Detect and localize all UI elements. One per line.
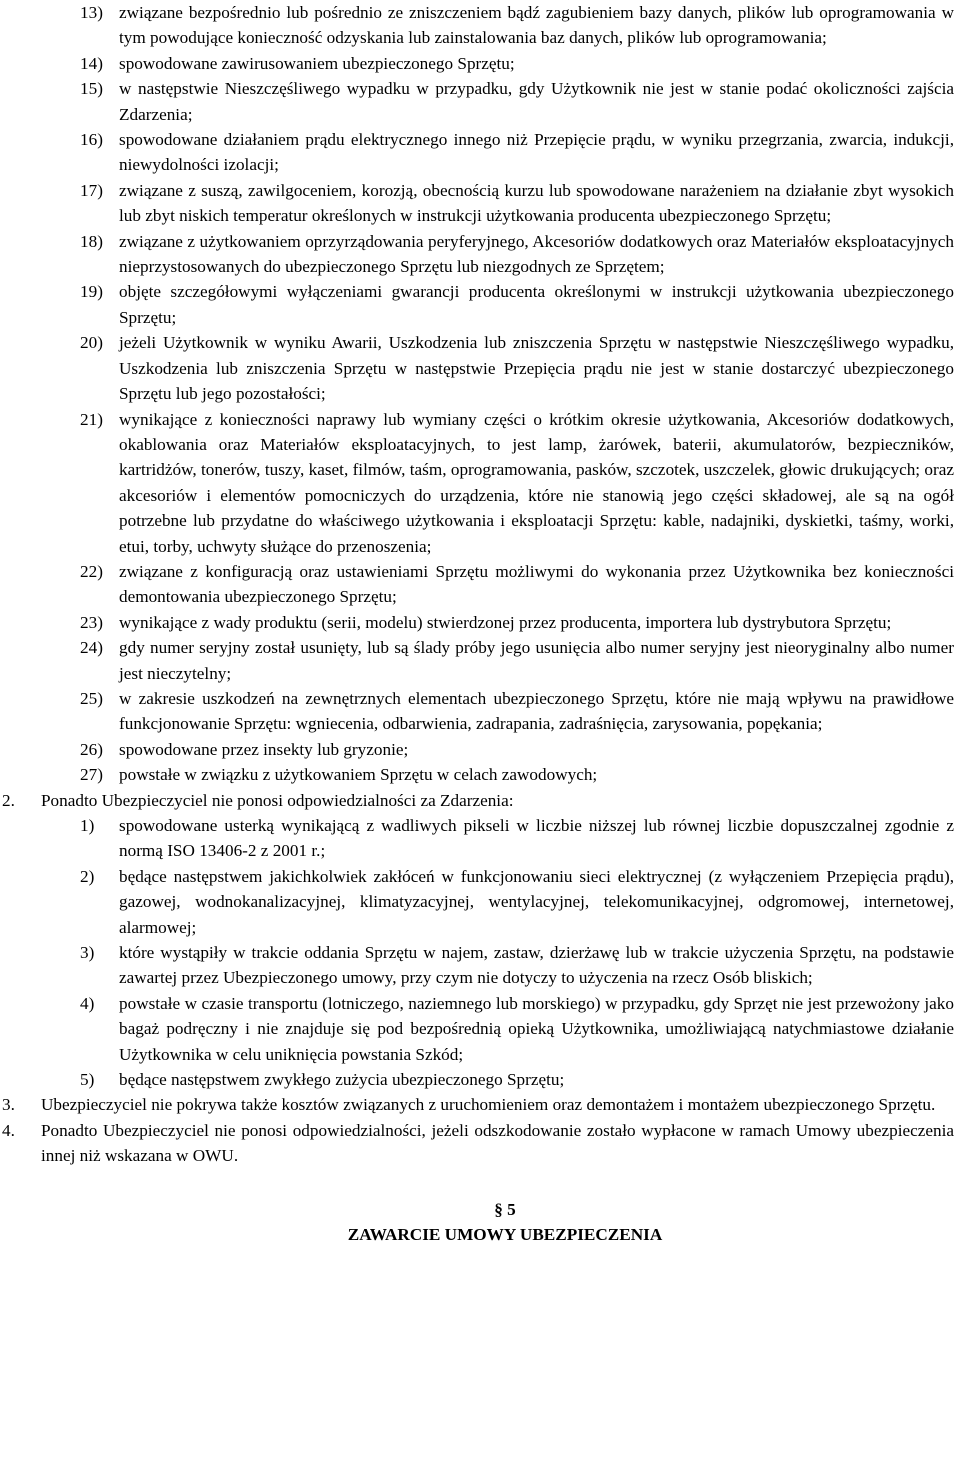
point-2: 2. Ponadto Ubezpieczyciel nie ponosi odpowiedzialności za Zdarzenia: — [2, 790, 514, 810]
list-item: 5) będące następstwem zwykłego zużycia ubezpieczonego Sprzętu; — [80, 1070, 565, 1090]
exclusions-list-b — [0, 813, 960, 1092]
section-title: ZAWARCIE UMOWY UBEZPIECZENIA — [347, 1225, 663, 1245]
list-item: 2) będące następstwem jakichkolwiek zakłóceń w funkcjonowaniu sieci elektrycznej (z wyłączeniem Przepięcia prądu), gazowej, wodnokanalizacyjnej, klimatyzacyjnej, wentylacyjnej, telekomunikacyjnej, odgromowej, internetowej, alarmowej; — [80, 866, 954, 937]
list-item: 16) spowodowane działaniem prądu elektrycznego innego niż Przepięcie prądu, w wyniku przegrzania, zwarcia, indukcji, niewydolności izolacji; — [80, 130, 954, 175]
list-item: 26) spowodowane przez insekty lub gryzonie; — [80, 739, 409, 759]
list-item: 27) powstałe w związku z użytkowaniem Sprzętu w celach zawodowych; — [80, 765, 598, 785]
list-item: 22) związane z konfiguracją oraz ustawieniami Sprzętu możliwymi do wykonania przez Użytkownika bez konieczności demontowania ubezpieczonego Sprzętu; — [80, 561, 954, 607]
point-4: 4. Ponadto Ubezpieczyciel nie ponosi odpowiedzialności, jeżeli odszkodowanie zostało wypłacone w ramach Umowy ubezpieczenia innej niż wskazana w OWU. — [2, 1120, 954, 1166]
list-item: 24) gdy numer seryjny został usunięty, lub są ślady próby jego usunięcia albo numer seryjny jest nieoryginalny albo numer jest nieczytelny; — [80, 638, 954, 683]
list-item: 17) związane z suszą, zawilgoceniem, korozją, obecnością kurzu lub spowodowane narażeniem na działanie zbyt wysokich lub zbyt niskich temperatur określonych w instrukcji użytkowania producenta ubezpieczonego Sprzętu; — [80, 180, 954, 226]
list-item: 21) wynikające z konieczności naprawy lub wymiany części o krótkim okresie użytkowania, Akcesoriów dodatkowych, okablowania oraz Materiałów eksploatacyjnych, to jest lamp, żarówek, baterii, akumulatorów, bezpieczników, kartridżów, tonerów, tuszy, kaset, filmów, taśm, oprogramowania, pasków, szczotek, uszczelek, głowic drukujących; oraz akcesoriów i elementów pomocniczych do urządzenia, które nie stanowią jego części składowej, ale są na ogół potrzebne lub przydatne do właściwego użytkowania i eksploatacji Sprzętu: kable, nadajniki, dyskietki, taśmy, worki, etui, torby, uchwyty służące do przenoszenia; — [80, 409, 954, 556]
list-item: 25) w zakresie uszkodzeń na zewnętrznych elementach ubezpieczonego Sprzętu, które nie mają wpływu na prawidłowe funkcjonowanie Sprzętu: wgniecenia, odbarwienia, zadrapania, zadraśnięcia, zarysowania, popękania; — [80, 688, 954, 734]
point-3: 3. Ubezpieczyciel nie pokrywa także kosztów związanych z uruchomieniem oraz demontażem i montażem ubezpieczonego Sprzętu. — [2, 1095, 936, 1115]
list-item: 1) spowodowane usterką wynikającą z wadliwych pikseli w liczbie niższej lub równej liczbie dopuszczalnej zgodnie z normą ISO 13406-2 z 2001 r.; — [80, 816, 954, 861]
list-item: 3) które wystąpiły w trakcie oddania Sprzętu w najem, zastaw, dzierżawę lub w trakcie użyczenia Sprzętu, na podstawie zawartej przez Ubezpieczonego umowy, przy czym nie dotyczy to użyczenia na rzecz Osób bliskich; — [80, 943, 954, 988]
list-item: 4) powstałe w czasie transportu (lotniczego, naziemnego lub morskiego) w przypadku, gdy Sprzęt nie jest przewożony jako bagaż podręczny i nie znajduje się pod bezpośrednią opieką Użytkownika, umożliwiającą natychmiastowe działanie Użytkownika w celu uniknięcia powstania Szkód; — [80, 993, 954, 1064]
list-item: 23) wynikające z wady produktu (serii, modelu) stwierdzonej przez producenta, importera lub dystrybutora Sprzętu; — [80, 612, 892, 632]
list-item: 19) objęte szczegółowymi wyłączeniami gwarancji producenta określonymi w instrukcji użytkowania ubezpieczonego Sprzętu; — [80, 282, 954, 327]
list-item: 18) związane z użytkowaniem oprzyrządowania peryferyjnego, Akcesoriów dodatkowych oraz Materiałów eksploatacyjnych nieprzystosowanych do ubezpieczonego Sprzętu lub niezgodnych ze Sprzętem; — [80, 231, 954, 277]
list-item: 13) związane bezpośrednio lub pośrednio ze zniszczeniem bądź zagubieniem bazy danych, plików lub oprogramowania w tym powodujące konieczność odzyskania lub zainstalowania baz danych, plików lub oprogramowania; — [80, 3, 954, 48]
list-item: 14) spowodowane zawirusowaniem ubezpieczonego Sprzętu; — [80, 53, 515, 73]
list-item: 20) jeżeli Użytkownik w wyniku Awarii, Uszkodzenia lub zniszczenia Sprzętu w następstwie Nieszczęśliwego wypadku, Uszkodzenia lub zniszczenia Sprzętu w następstwie Przepięcia prądu nie jest w stanie dostarczyć ubezpieczonego Sprzętu lub jego pozostałości; — [80, 333, 954, 404]
section-symbol: § 5 — [494, 1199, 516, 1219]
list-item: 15) w następstwie Nieszczęśliwego wypadku w przypadku, gdy Użytkownik nie jest w stanie podać okoliczności zajścia Zdarzenia; — [80, 79, 954, 124]
